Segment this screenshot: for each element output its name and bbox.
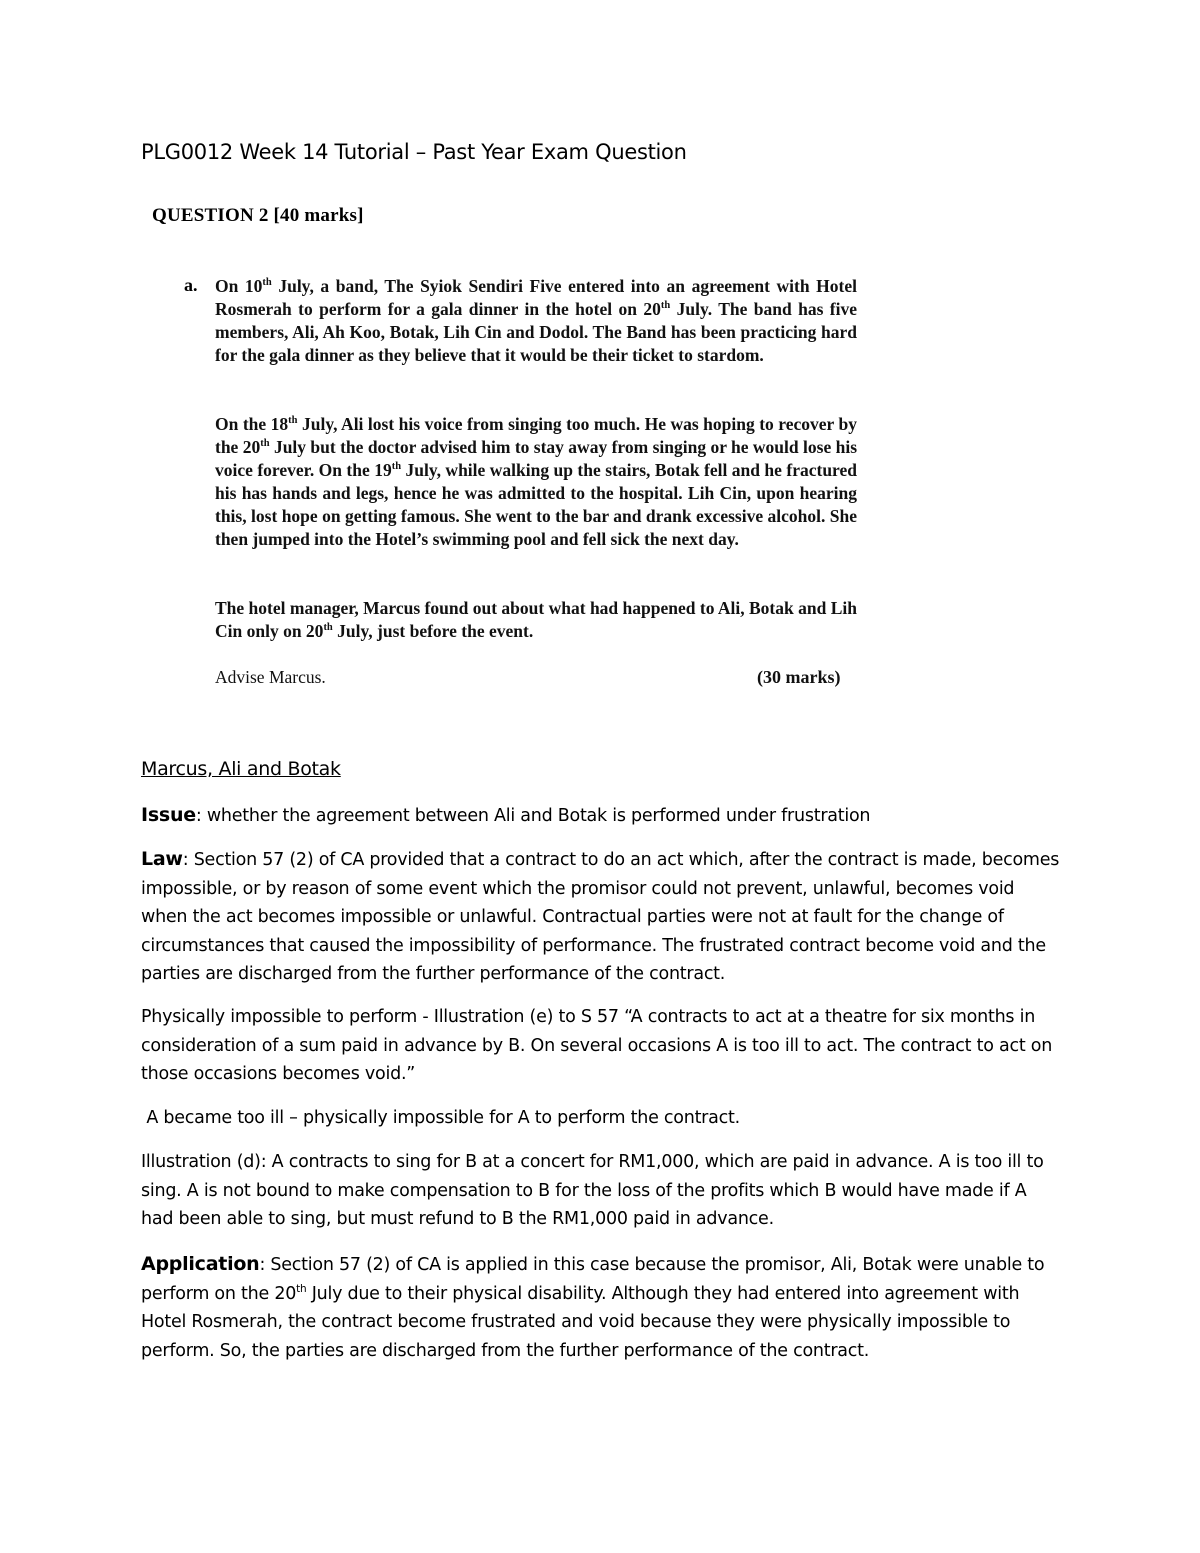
question-part-marker: a. bbox=[184, 275, 198, 295]
question-heading: QUESTION 2 [40 marks] bbox=[152, 205, 364, 226]
illustration-d-paragraph: Illustration (d): A contracts to sing for B at a concert for RM1,000, which are paid in advance. A is too ill to sing. A is not bound to make compensation to B for the loss of the profits which B would have made if A had been able to sing, but must refund to B the RM1,000 paid in advance. bbox=[141, 1152, 1044, 1229]
question-instruction: Advise Marcus. bbox=[215, 667, 326, 687]
application-label: Application bbox=[141, 1253, 260, 1275]
question-paragraph-1: On 10th July, a band, The Syiok Sendiri Five entered into an agreement with Hotel Rosmerah to perform for a gala dinner in the hotel on 20th July. The band has five members, Ali, Ah Koo, Botak, Lih Cin and Dodol. The Band has been practicing hard for the gala dinner as they believe that it would be their ticket to stardom. bbox=[215, 276, 858, 365]
question-marks: (30 marks) bbox=[757, 667, 841, 687]
answer-heading: Marcus, Ali and Botak bbox=[141, 758, 341, 780]
law-paragraph: Law: Section 57 (2) of CA provided that a contract to do an act which, after the contract is made, becomes impossible, or by reason of some event which the promisor could not prevent, unlawful, becomes void when the act becomes impossible or unlawful. Contractual parties were not at fault for the change of circumstances that caused the impossibility of performance. The frustrated contract become void and the parties are discharged from the further performance of the contract. bbox=[141, 848, 1060, 984]
illness-paragraph: A became too ill – physically impossible for A to perform the contract. bbox=[141, 1108, 740, 1128]
page-title: PLG0012 Week 14 Tutorial – Past Year Exam Question bbox=[141, 140, 687, 164]
question-paragraph-2: On the 18th July, Ali lost his voice from singing too much. He was hoping to recover by the 20th July but the doctor advised him to stay away from singing or he would lose his voice forever. On the 19th July, while walking up the stairs, Botak fell and he fractured his has hands and legs, hence he was admitted to the hospital. Lih Cin, upon hearing this, lost hope on getting famous. She went to the bar and drank excessive alcohol. She then jumped into the Hotel’s swimming pool and fell sick the next day. bbox=[215, 414, 858, 549]
issue-paragraph: Issue: whether the agreement between Ali and Botak is performed under frustration bbox=[141, 804, 871, 826]
law-label: Law bbox=[141, 848, 183, 870]
illustration-e-paragraph: Physically impossible to perform - Illustration (e) to S 57 “A contracts to act at a theatre for six months in consideration of a sum paid in advance by B. On several occasions A is too ill to act. The contract to act on those occasions becomes void.” bbox=[141, 1007, 1053, 1084]
question-paragraph-3: The hotel manager, Marcus found out about what had happened to Ali, Botak and Lih Cin only on 20th July, just before the event. bbox=[215, 598, 857, 641]
issue-label: Issue bbox=[141, 804, 196, 826]
application-paragraph: Application: Section 57 (2) of CA is applied in this case because the promisor, Ali, Botak were unable to perform on the 20th July due to their physical disability. Although they had entered into agreement with Hotel Rosmerah, the contract become frustrated and void because they were physically impossible to perform. So, the parties are discharged from the further performance of the contract. bbox=[141, 1253, 1045, 1361]
